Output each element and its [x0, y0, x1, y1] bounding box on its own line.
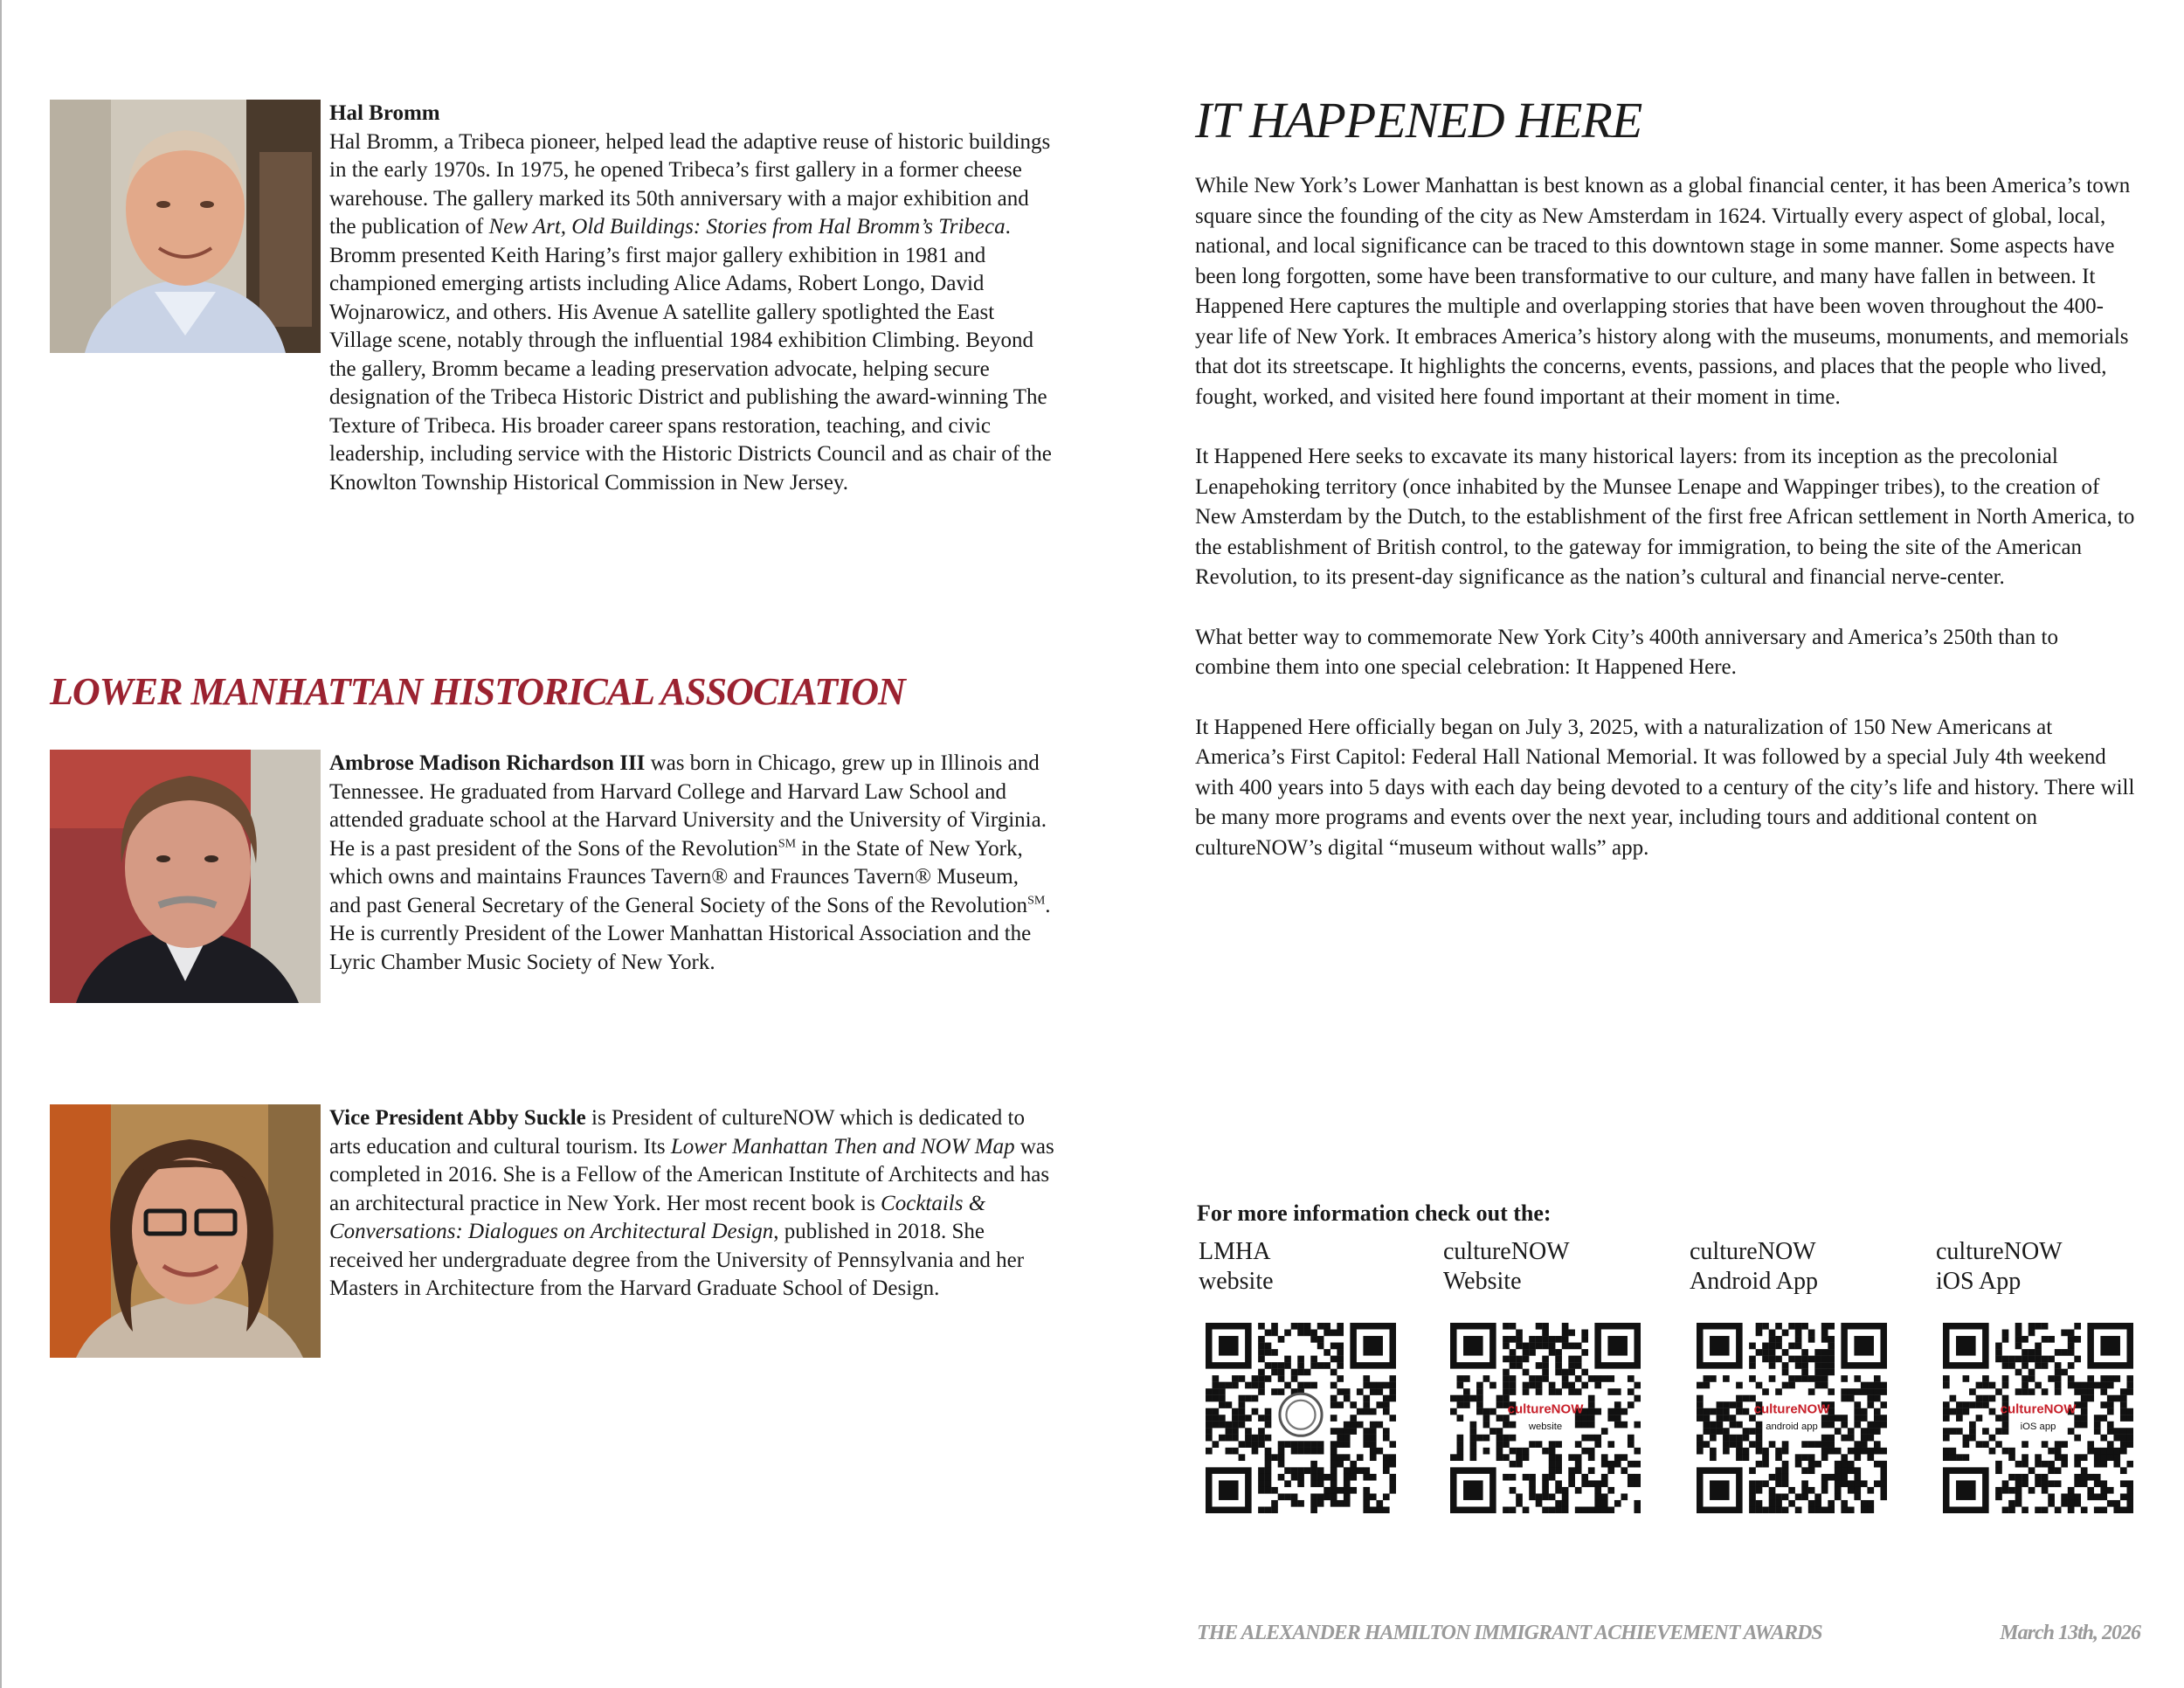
bio-text-part: was born in Chicago, grew up in Illinois and Tennessee. He graduated from Harvard College and Harvard Law School and attended graduate school at the Harvard University and the University of Virginia. He is a past president of the Sons of the Revolution: [329, 751, 1047, 861]
more-info-heading: For more information check out the:: [1197, 1200, 1552, 1226]
qr-center-logo: cultureNOW: [2000, 1401, 2077, 1417]
bio-text-part: , published in 2018. She received her undergraduate degree from the University of Pennsylvania and her Masters in Architecture from the Harvard Graduate School of Design.: [329, 1220, 1025, 1300]
bio-text-part: was completed in 2016. She is a Fellow of the American Institute of Architects and has an architectural practice in New York. Her most recent book is: [329, 1134, 1054, 1215]
qr-label: cultureNOW iOS App: [1936, 1238, 2063, 1295]
bio-text-part: is President of cultureNOW which is dedicated to arts education and cultural tourism. Its: [329, 1106, 1025, 1159]
intro-text: [1195, 171, 2139, 893]
bio-text-richardson: [329, 750, 1054, 977]
qr-center-sub: website: [1528, 1421, 1563, 1432]
bio-name: Vice President Abby Suckle: [329, 1106, 586, 1130]
qr-center-logo: cultureNOW: [1507, 1401, 1584, 1417]
qr-culturenow-ios[interactable]: [1936, 1237, 2146, 1432]
section-heading: LOWER MANHATTAN HISTORICAL ASSOCIATION: [50, 670, 905, 713]
intro-paragraph: While New York’s Lower Manhattan is best known as a global financial center, it has been America’s town square since the founding of the city as New Amsterdam in 1624. Virtually every aspect of global, local, national, and local significance can be traced to this downtown stage in some manner. Some aspects have been long forgotten, some have been transformative to our culture, and many have fallen in between. It Happened Here captures the multiple and overlapping stories that have been woven throughout the 400-year life of New York. It embraces America’s history along with the museums, monuments, and memorials that dot its streetscape. It highlights the concerns, events, passions, and places that the people who lived, fought, worked, and visited here found important at their moment in time.: [1195, 174, 2131, 409]
qr-code-icon[interactable]: [1943, 1323, 2133, 1513]
photo-hal-bromm: [50, 100, 321, 353]
qr-label: LMHA website: [1199, 1238, 1274, 1295]
bio-name: Ambrose Madison Richardson III: [329, 751, 646, 775]
intro-paragraph: What better way to commemorate New York City’s 400th anniversary and America’s 250th than to combine them into one special celebration: It Happened Here.: [1195, 625, 2058, 679]
book-title: Cocktails & Conversations: Dialogues on Architectural Design: [329, 1191, 986, 1243]
qr-code-icon[interactable]: [1450, 1323, 1641, 1513]
qr-culturenow-website[interactable]: [1443, 1237, 1653, 1432]
photo-richardson: [50, 750, 321, 1003]
bio-text-hal-bromm: [329, 100, 1054, 497]
qr-lmha-website[interactable]: [1199, 1237, 1408, 1297]
service-mark: SM: [778, 837, 797, 851]
bio-name: Hal Bromm: [329, 101, 440, 125]
intro-paragraph: It Happened Here seeks to excavate its many historical layers: from its inception as the precolonial Lenapehoking territory (once inhabited by the Munsee Lenape and Wappinger tribes), to the creation of New Amsterdam by the Dutch, to the establishment of the first free African settlement in North America, to the establishment of British control, to the gateway for immigration, to being the site of the American Revolution, to its present-day significance as the nation’s cultural and financial nerve-center.: [1195, 445, 2135, 589]
bio-text-part: Hal Bromm, a Tribeca pioneer, helped lead the adaptive reuse of historic buildings in the early 1970s. In 1975, he opened Tribeca’s first gallery in a former cheese warehouse. The gallery marked its 50th anniversary with a major exhibition and the publication of: [329, 129, 1051, 239]
intro-paragraph: It Happened Here officially began on July 3, 2025, with a naturalization of 150 New Americans at America’s First Capitol: Federal Hall National Memorial. It was followed by a special July 4th weekend with 400 years into 5 days with each day being devoted to a century of the city’s life and history. There will be many more programs and events over the next year, including tours and additional content on cultureNOW’s digital “museum without walls” app.: [1195, 715, 2135, 860]
page-edge-line: [0, 0, 2, 1688]
qr-culturenow-android[interactable]: [1690, 1237, 1899, 1432]
page-title: IT HAPPENED HERE: [1195, 92, 1642, 149]
bio-text-suckle: [329, 1104, 1054, 1304]
bio-text-part: . Bromm presented Keith Haring’s first major gallery exhibition in 1981 and championed emerging artists including Alice Adams, Robert Longo, David Wojnarowicz, and others. His Avenue A satellite gallery spotlighted the East Village scene, notably through the influential 1984 exhibition Climbing. Beyond the gallery, Bromm became a leading preservation advocate, helping secure designation of the Tribeca Historic District and publishing the award-winning The Texture of Tribeca. His broader career spans restoration, teaching, and civic leadership, including service with the Historic Districts Council and as chair of the Knowlton Township Historical Commission in New Jersey.: [329, 215, 1052, 495]
qr-label: cultureNOW Android App: [1690, 1238, 1818, 1295]
qr-label: cultureNOW Website: [1443, 1238, 1570, 1295]
footer-date: March 13th, 2026: [2000, 1622, 2140, 1644]
map-title: Lower Manhattan Then and NOW Map: [670, 1134, 1015, 1159]
service-mark: SM: [1027, 894, 1046, 908]
book-title: New Art, Old Buildings: Stories from Hal Bromm’s Tribeca: [488, 215, 1006, 239]
bio-text-part: in the State of New York, which owns and maintains Fraunces Tavern® and Fraunces Tavern® Museum, and past General Secretary of the General Society of the Sons of the Revolution: [329, 836, 1028, 917]
qr-center-sub: android app: [1766, 1421, 1818, 1432]
qr-code-icon[interactable]: [1697, 1323, 1887, 1513]
qr-center-sub: iOS app: [2020, 1421, 2056, 1432]
qr-code-icon[interactable]: [1206, 1323, 1396, 1513]
footer-event-name: THE ALEXANDER HAMILTON IMMIGRANT ACHIEVEMENT AWARDS: [1197, 1622, 1822, 1644]
bio-text-part: . He is currently President of the Lower Manhattan Historical Association and the Lyric Chamber Music Society of New York.: [329, 893, 1051, 974]
photo-suckle: [50, 1104, 321, 1358]
qr-center-logo: cultureNOW: [1753, 1401, 1830, 1417]
